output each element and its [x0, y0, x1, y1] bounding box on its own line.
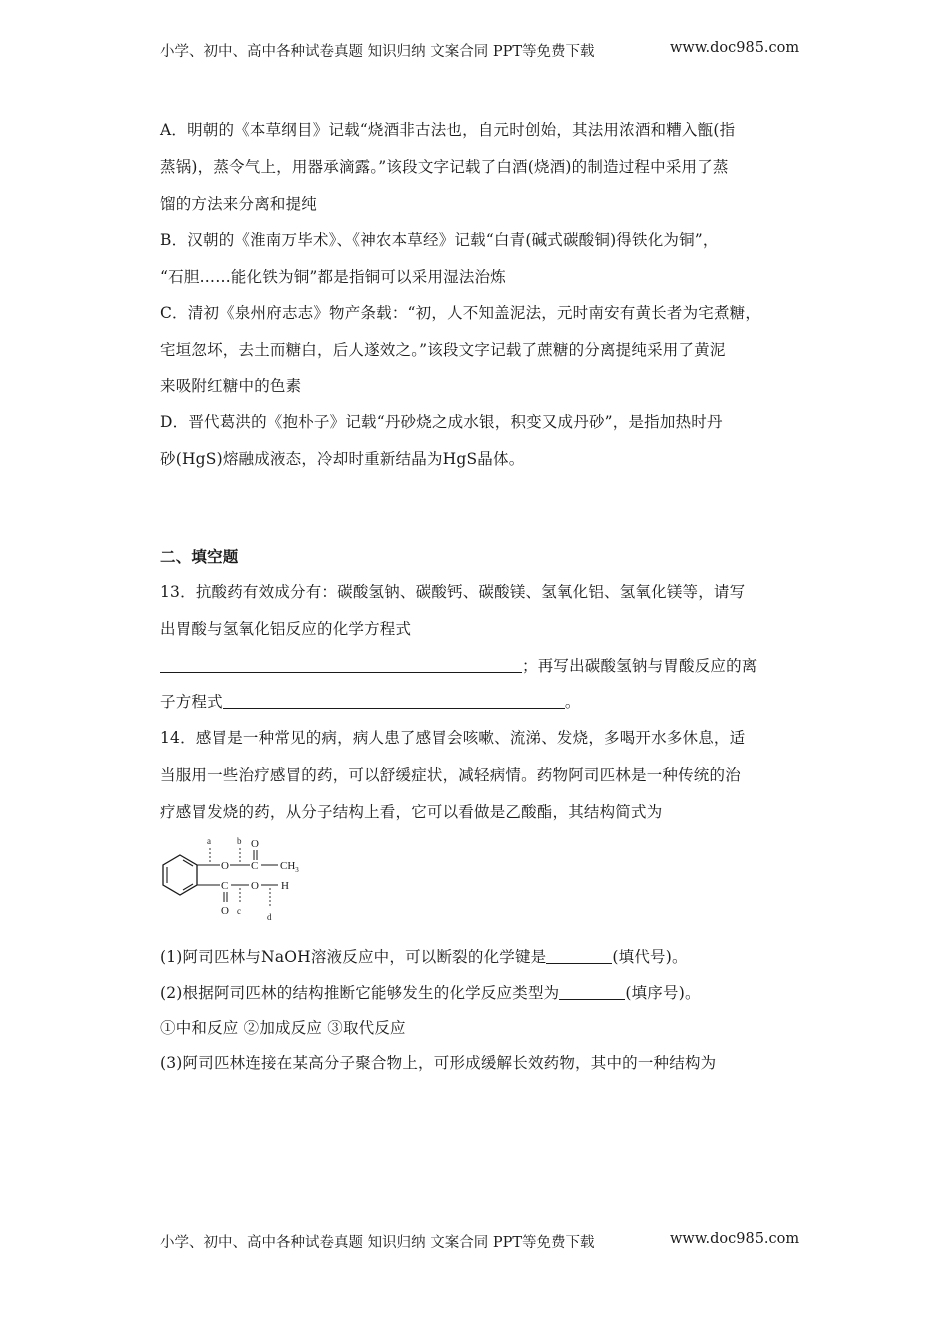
page-footer [160, 1231, 800, 1252]
q14-line-2: 当服用一些治疗感冒的药，可以舒缓症状，减轻病情。药物阿司匹林是一种传统的治 [160, 766, 741, 784]
answer-blank-bond[interactable] [546, 947, 612, 964]
footer-url[interactable]: www.doc985.com [670, 1231, 800, 1247]
option-b-line-2: “石胆……能化铁为铜”都是指铜可以采用湿法治炼 [160, 268, 506, 286]
header-text: 小学、初中、高中各种试卷真题 知识归纳 文案合同 PPT等免费下载 [160, 44, 595, 60]
q13-line-1: 13．抗酸药有效成分有：碳酸氢钠、碳酸钙、碳酸镁、氢氧化铝、氢氧化镁等，请写 [160, 583, 746, 601]
q13-line-4 [160, 690, 581, 712]
option-a-line-3: 馏的方法来分离和提纯 [160, 195, 318, 213]
option-c-line-1: C．清初《泉州府志志》物产条载：“初，人不知盖泥法，元时南安有黄长者为宅煮糖， [160, 304, 762, 322]
q13-line-3 [160, 654, 758, 676]
option-c-line-3: 来吸附红糖中的色素 [160, 377, 302, 395]
q14-part-2 [160, 981, 701, 1003]
q14-line-1: 14．感冒是一种常见的病，病人患了感冒会咳嗽、流涕、发烧，多喝开水多休息，适 [160, 729, 746, 747]
q13-line-4-text: 子方程式 [160, 693, 223, 711]
bond-label-b: b [237, 836, 242, 846]
option-a-line-1: A．明朝的《本草纲目》记载“烧酒非古法也，自元时创始，其法用浓酒和糟入甑(指 [160, 121, 736, 139]
q14-part-1-text: (1)阿司匹林与NaOH溶液反应中，可以断裂的化学键是 [160, 948, 547, 966]
q14-part-3: (3)阿司匹林连接在某高分子聚合物上，可形成缓解长效药物，其中的一种结构为 [160, 1054, 717, 1072]
group-ch3: $CH_3$ [280, 860, 299, 874]
aspirin-structure [150, 830, 320, 925]
atom-c-carbonyl-2: C [221, 880, 229, 892]
option-b-line-1: B．汉朝的《淮南万毕术》、《神农本草经》记载“白青(碱式碳酸铜)得铁化为铜”， [160, 231, 719, 249]
q14-part-1-end: (填代号)。 [612, 948, 688, 966]
answer-blank-equation[interactable] [160, 656, 522, 673]
atom-o-carbonyl-2: O [221, 905, 229, 917]
q14-part-2-choices: ①中和反应 ②加成反应 ③取代反应 [160, 1019, 406, 1037]
aspirin-structure-diagram [150, 830, 320, 925]
atom-o-ester: O [221, 860, 229, 872]
q14-line-3: 疗感冒发烧的药，从分子结构上看，它可以看做是乙酸酯，其结构简式为 [160, 803, 663, 821]
q13-line-3-text: ；再写出碳酸氢钠与胃酸反应的离 [522, 657, 758, 675]
bond-label-c: c [237, 906, 241, 916]
q13-line-4-end: 。 [564, 693, 581, 711]
atom-o-hydroxyl: O [251, 880, 259, 892]
atom-h: H [281, 880, 289, 892]
bond-label-a: a [207, 836, 211, 846]
header-url[interactable]: www.doc985.com [670, 40, 800, 56]
page-header [160, 40, 800, 61]
q14-part-2-text: (2)根据阿司匹林的结构推断它能够发生的化学反应类型为 [160, 984, 560, 1002]
q14-part-1 [160, 945, 688, 967]
atom-c-carbonyl-1: C [251, 860, 259, 872]
bond-label-d: d [267, 912, 272, 922]
option-c-line-2: 宅垣忽坏，去土而糖白，后人遂效之。”该段文字记载了蔗糖的分离提纯采用了黄泥 [160, 341, 726, 359]
section-title-fill-in: 二、填空题 [160, 547, 239, 566]
option-d-line-2: 砂(HgS)熔融成液态，冷却时重新结晶为HgS晶体。 [160, 450, 525, 468]
ring-double-bond-3 [183, 884, 193, 890]
ring-double-bond-1 [183, 860, 193, 866]
option-d-line-1: D．晋代葛洪的《抱朴子》记载“丹砂烧之成水银，积变又成丹砂”，是指加热时丹 [160, 413, 723, 431]
atom-o-carbonyl-1: O [251, 838, 259, 850]
benzene-ring [163, 855, 197, 895]
option-a-line-2: 蒸锅)，蒸令气上，用器承滴露。”该段文字记载了白酒(烧酒)的制造过程中采用了蒸 [160, 158, 729, 176]
q14-part-2-end: (填序号)。 [625, 984, 701, 1002]
answer-blank-reaction-type[interactable] [559, 983, 625, 1000]
answer-blank-ionic-equation[interactable] [223, 692, 565, 709]
q13-line-2: 出胃酸与氢氧化铝反应的化学方程式 [160, 620, 412, 638]
footer-text: 小学、初中、高中各种试卷真题 知识归纳 文案合同 PPT等免费下载 [160, 1235, 595, 1251]
